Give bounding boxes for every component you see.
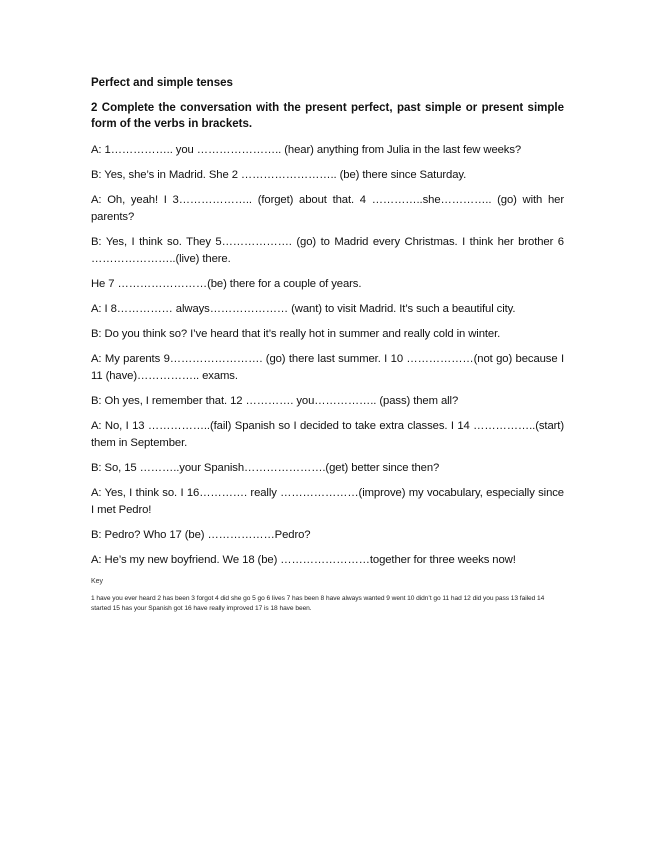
answer-key-label: Key (91, 578, 104, 585)
dialogue-line-4: B: Yes, I think so. They 5………………. (go) to Madrid every Christmas. I think her brother 6 …………………..(live) there. (91, 236, 564, 265)
worksheet-title: Perfect and simple tenses (91, 77, 233, 89)
dialogue-line-11: B: So, 15 ………..your Spanish………………….(get) better since then? (91, 462, 440, 474)
dialogue-line-8: A: My parents 9……………………. (go) there last summer. I 10 ………………(not go) because I 11 (have)…………….. exams. (91, 353, 564, 382)
dialogue-line-10: A: No, I 13 ……………..(fail) Spanish so I decided to take extra classes. I 14 ……………..(start) them in September. (91, 420, 564, 449)
dialogue-line-14: A: He’s my new boyfriend. We 18 (be) ……………………together for three weeks now! (91, 554, 516, 566)
dialogue-line-12: A: Yes, I think so. I 16…………. really …………………(improve) my vocabulary, especially since I met Pedro! (91, 487, 564, 516)
worksheet-page (91, 76, 564, 614)
exercise-instruction: 2 Complete the conversation with the present perfect, past simple or present simple form of the verbs in brackets. (91, 102, 564, 130)
dialogue-line-7: B: Do you think so? I’ve heard that it’s really hot in summer and really cold in winter. (91, 328, 501, 340)
answer-key-text: 1 have you ever heard 2 has been 3 forgot 4 did she go 5 go 6 lives 7 has been 8 have always wanted 9 went 10 didn’t go 11 had 12 did you pass 13 failed 14 started 15 has your Spanish got 16 have really improved 17 is 18 have been. (91, 595, 545, 612)
dialogue-line-9: B: Oh yes, I remember that. 12 …………. you…………….. (pass) them all? (91, 395, 459, 407)
dialogue-line-3: A: Oh, yeah! I 3……………….. (forget) about that. 4 …………..she………….. (go) with her parents? (91, 194, 564, 223)
dialogue-line-2: B: Yes, she’s in Madrid. She 2 …………………….. (be) there since Saturday. (91, 169, 467, 181)
dialogue-line-13: B: Pedro? Who 17 (be) ………………Pedro? (91, 529, 311, 541)
dialogue-line-5: He 7 ……………………(be) there for a couple of years. (91, 278, 362, 290)
dialogue-line-1: A: 1…………….. you ………………….. (hear) anything from Julia in the last few weeks? (91, 144, 522, 156)
dialogue-line-6: A: I 8…………… always………………… (want) to visit Madrid. It’s such a beautiful city. (91, 303, 516, 315)
